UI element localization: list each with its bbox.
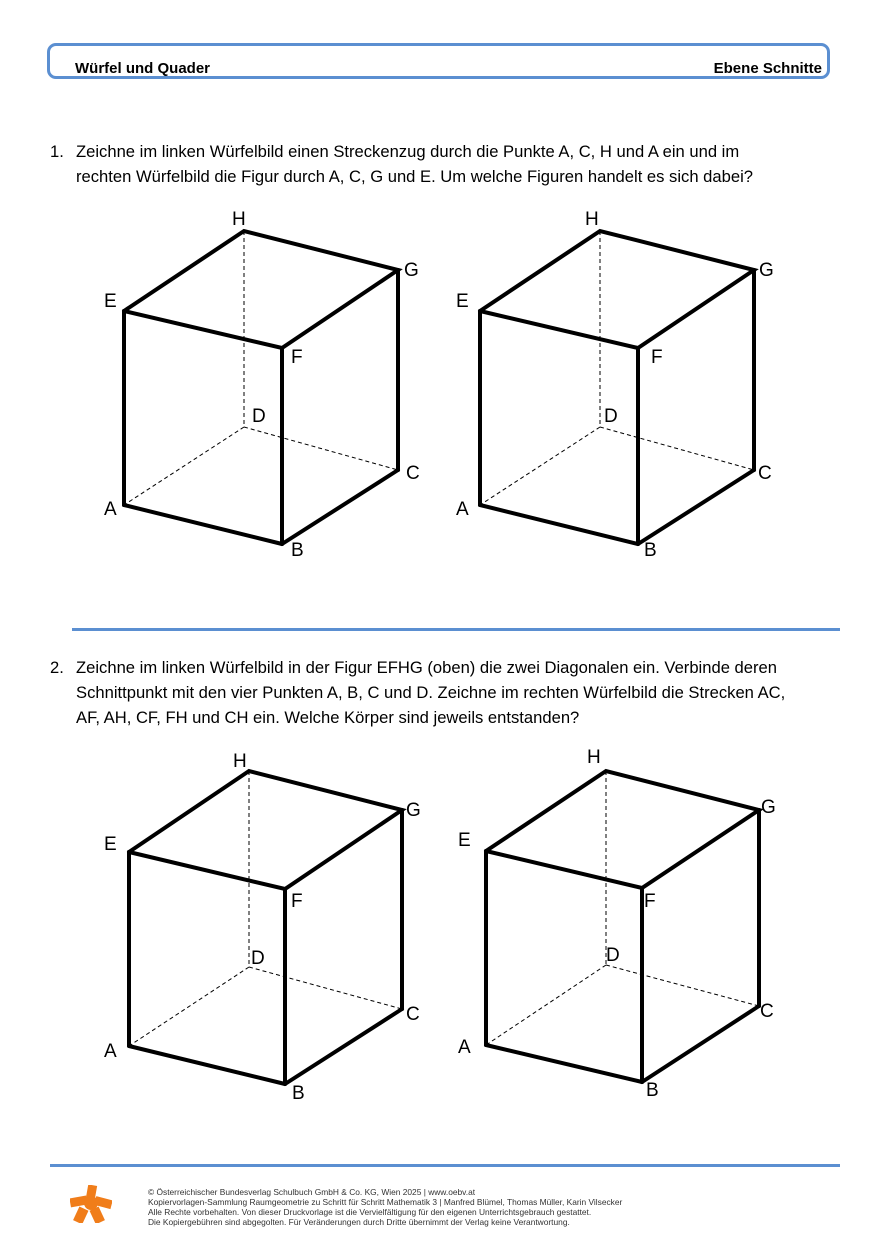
edge-da bbox=[124, 427, 244, 505]
hidden-edges bbox=[124, 231, 398, 505]
footer-copyright bbox=[148, 1187, 622, 1227]
edge-dc bbox=[600, 427, 754, 470]
task-line: Schnittpunkt mit den vier Punkten A, B, C und D. Zeichne im rechten Würfelbild die Strecken AC, bbox=[76, 683, 786, 702]
edge-ab bbox=[129, 1046, 285, 1084]
vertex-label-e: E bbox=[104, 834, 117, 855]
vertex-label-e: E bbox=[104, 291, 117, 312]
task-line: Zeichne im linken Würfelbild einen Streckenzug durch die Punkte A, C, H und A ein und im bbox=[76, 142, 740, 161]
header-title-right: Ebene Schnitte bbox=[713, 60, 822, 77]
visible-edges bbox=[124, 231, 398, 544]
vertex-label-a: A bbox=[104, 1041, 117, 1062]
hidden-edges bbox=[486, 771, 759, 1045]
vertex-label-h: H bbox=[585, 209, 599, 230]
edge-da bbox=[480, 427, 600, 505]
hidden-edges bbox=[480, 231, 754, 505]
vertex-label-a: A bbox=[458, 1037, 471, 1058]
edge-ab bbox=[486, 1045, 642, 1082]
edge-ab bbox=[480, 505, 638, 544]
edge-ab bbox=[124, 505, 282, 544]
vertex-label-c: C bbox=[406, 463, 420, 484]
footer-divider bbox=[50, 1164, 840, 1167]
top-face bbox=[124, 231, 398, 348]
vertex-label-c: C bbox=[760, 1001, 774, 1022]
cube-drawing bbox=[102, 208, 422, 568]
task-line: rechten Würfelbild die Figur durch A, C, G und E. Um welche Figuren handelt es sich dabei? bbox=[76, 167, 753, 186]
edge-dc bbox=[244, 427, 398, 470]
top-face bbox=[129, 771, 402, 889]
vertex-label-b: B bbox=[291, 540, 304, 561]
vertex-label-g: G bbox=[761, 797, 776, 818]
vertex-label-f: F bbox=[651, 347, 663, 368]
edge-dc bbox=[249, 967, 402, 1009]
hidden-edges bbox=[129, 771, 402, 1046]
vertex-label-b: B bbox=[646, 1080, 659, 1101]
vertex-label-d: D bbox=[251, 948, 265, 969]
vertex-label-e: E bbox=[456, 291, 469, 312]
edge-dc bbox=[606, 965, 759, 1006]
edge-bc bbox=[642, 1006, 759, 1082]
edge-da bbox=[129, 967, 249, 1046]
vertex-label-h: H bbox=[232, 209, 246, 230]
footer-line: Alle Rechte vorbehalten. Von dieser Druckvorlage ist die Vervielfältigung für den eigenen Unterrichtsgebrauch gestattet. bbox=[148, 1207, 592, 1217]
edge-bc bbox=[285, 1009, 402, 1084]
task-line: Zeichne im linken Würfelbild in der Figur EFHG (oben) die zwei Diagonalen ein. Verbinde deren bbox=[76, 658, 777, 677]
cube-drawing bbox=[458, 208, 778, 568]
section-divider bbox=[72, 628, 840, 631]
vertex-label-f: F bbox=[644, 891, 656, 912]
page-header bbox=[47, 43, 830, 79]
vertex-label-e: E bbox=[458, 830, 471, 851]
visible-edges bbox=[129, 771, 402, 1084]
top-face bbox=[480, 231, 754, 348]
vertex-label-d: D bbox=[252, 406, 266, 427]
cube-figure-1-right bbox=[458, 208, 798, 568]
footer-line: Kopiervorlagen-Sammlung Raumgeometrie zu Schritt für Schritt Mathematik 3 | Manfred Blümel, Thomas Müller, Karin Vilsecker bbox=[148, 1197, 623, 1207]
footer-line: Die Kopiergebühren sind abgegolten. Für Veränderungen durch Dritte übernimmt der Verlag keine Verantwortung. bbox=[148, 1217, 570, 1227]
task-line: AF, AH, CF, FH und CH ein. Welche Körper sind jeweils entstanden? bbox=[76, 708, 580, 727]
vertex-label-g: G bbox=[404, 260, 419, 281]
vertex-label-d: D bbox=[604, 406, 618, 427]
publisher-logo-icon bbox=[70, 1185, 112, 1223]
footer-line: © Österreichischer Bundesverlag Schulbuch GmbH & Co. KG, Wien 2025 | www.oebv.at bbox=[148, 1187, 476, 1197]
task-number: 1. bbox=[50, 142, 64, 161]
cube-figure-1-left bbox=[102, 208, 442, 568]
cube-drawing bbox=[104, 750, 424, 1110]
vertex-label-a: A bbox=[104, 499, 117, 520]
vertex-label-h: H bbox=[587, 747, 601, 768]
vertex-label-b: B bbox=[292, 1083, 305, 1104]
cube-drawing bbox=[460, 748, 780, 1108]
header-title-left: Würfel und Quader bbox=[75, 60, 210, 77]
edge-bc bbox=[282, 470, 398, 544]
task-number: 2. bbox=[50, 658, 64, 677]
vertex-label-g: G bbox=[406, 800, 421, 821]
cube-figure-2-left bbox=[104, 750, 444, 1110]
edge-bc bbox=[638, 470, 754, 544]
vertex-label-c: C bbox=[406, 1004, 420, 1025]
vertex-label-a: A bbox=[456, 499, 469, 520]
vertex-label-g: G bbox=[759, 260, 774, 281]
vertex-label-c: C bbox=[758, 463, 772, 484]
vertex-label-h: H bbox=[233, 751, 247, 772]
visible-edges bbox=[486, 771, 759, 1082]
cube-figure-2-right bbox=[460, 748, 800, 1108]
top-face bbox=[486, 771, 759, 888]
edge-da bbox=[486, 965, 606, 1045]
vertex-label-f: F bbox=[291, 347, 303, 368]
vertex-label-d: D bbox=[606, 945, 620, 966]
visible-edges bbox=[480, 231, 754, 544]
vertex-label-f: F bbox=[291, 891, 303, 912]
vertex-label-b: B bbox=[644, 540, 657, 561]
